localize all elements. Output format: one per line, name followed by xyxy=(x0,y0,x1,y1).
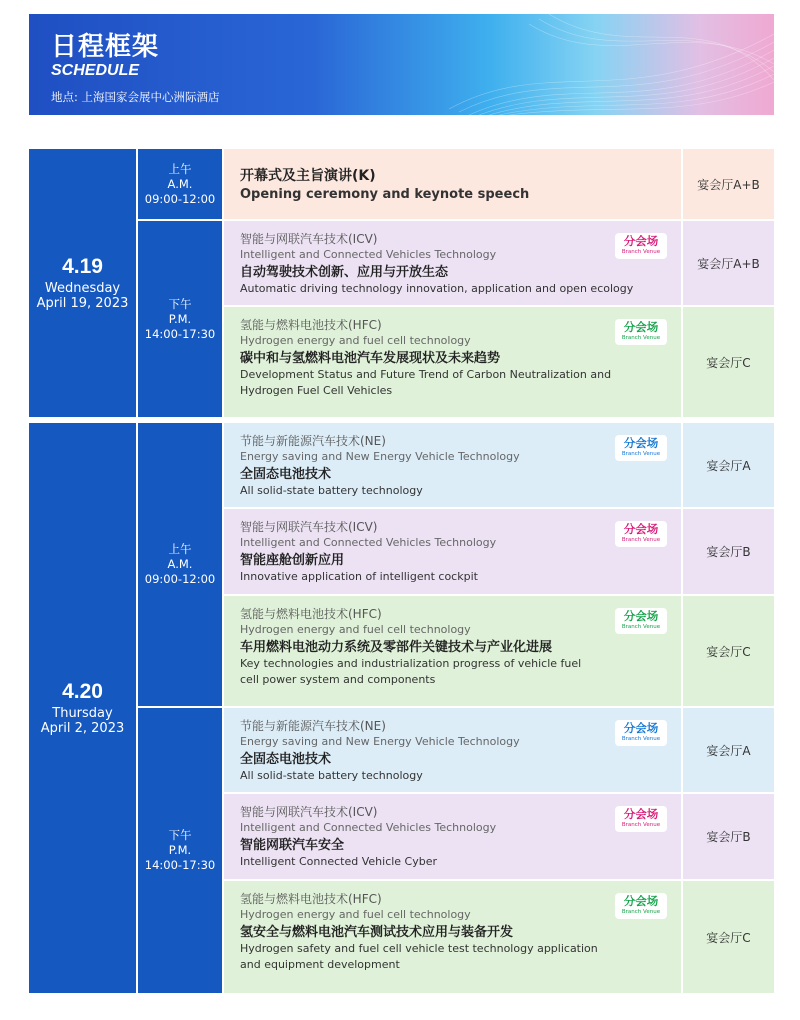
topic-cn: 智能座舱创新应用 xyxy=(240,553,345,568)
slot-cn: 上午 xyxy=(168,542,192,556)
topic-cn: 智能网联汽车安全 xyxy=(240,838,345,853)
track-cn: 氢能与燃料电池技术(HFC) xyxy=(240,892,382,906)
topic-en: Automatic driving technology innovation, application and open ecology xyxy=(240,282,634,295)
room-cell xyxy=(683,794,774,879)
venue-text: 地点: 上海国家会展中心洲际酒店 xyxy=(51,90,220,104)
room-label: 宴会厅A+B xyxy=(697,177,760,192)
track-en: Intelligent and Connected Vehicles Technology xyxy=(240,821,497,834)
date-cell xyxy=(29,149,136,417)
track-cn: 节能与新能源汽车技术(NE) xyxy=(240,719,386,733)
session-icv[interactable] xyxy=(224,794,681,879)
time-slot-pm xyxy=(138,708,222,993)
track-cn: 智能与网联汽车技术(ICV) xyxy=(240,520,378,534)
track-en: Hydrogen energy and fuel cell technology xyxy=(240,334,471,347)
branch-venue-badge: 分会场 Branch Venue xyxy=(615,806,667,832)
slot-en: P.M. xyxy=(168,843,192,857)
room-label: 宴会厅B xyxy=(706,545,751,559)
branch-venue-badge: 分会场 Branch Venue xyxy=(615,233,667,259)
slot-time: 14:00-17:30 xyxy=(144,326,216,341)
date-cell xyxy=(29,423,136,993)
page-title: 日程框架 xyxy=(51,32,160,62)
room-label: 宴会厅A+B xyxy=(697,256,760,271)
track-en: Energy saving and New Energy Vehicle Technology xyxy=(240,735,520,748)
day-block-0420 xyxy=(29,423,774,993)
track-en: Energy saving and New Energy Vehicle Technology xyxy=(240,450,520,463)
slot-time: 09:00-12:00 xyxy=(144,572,216,586)
page-subtitle: SCHEDULE xyxy=(51,62,140,79)
branch-venue-badge: 分会场 Branch Venue xyxy=(615,521,667,547)
room-label: 宴会厅C xyxy=(706,355,751,370)
branch-venue-badge: 分会场 Branch Venue xyxy=(615,319,667,345)
session-ne[interactable] xyxy=(224,708,681,792)
slot-cn: 下午 xyxy=(168,296,192,311)
slot-time: 14:00-17:30 xyxy=(144,858,216,872)
room-cell xyxy=(683,596,774,706)
room-cell xyxy=(683,881,774,993)
weekday: Wednesday xyxy=(44,281,121,296)
time-slot-am xyxy=(138,423,222,706)
topic-cn: 车用燃料电池动力系统及零部件关键技术与产业化进展 xyxy=(240,640,553,655)
topic-en: All solid-state battery technology xyxy=(240,484,423,497)
session-hfc[interactable] xyxy=(224,596,681,706)
date-number: 4.20 xyxy=(62,680,103,703)
room-label: 宴会厅A xyxy=(706,458,751,473)
topic-en-line2: cell power system and components xyxy=(240,673,436,686)
track-en: Intelligent and Connected Vehicles Technology xyxy=(240,536,497,549)
room-cell xyxy=(683,221,774,305)
room-cell xyxy=(683,708,774,792)
slot-en: P.M. xyxy=(168,311,192,326)
time-slot-pm xyxy=(138,221,222,417)
slot-en: A.M. xyxy=(167,557,193,571)
track-cn: 智能与网联汽车技术(ICV) xyxy=(240,232,378,246)
topic-en-line1: Key technologies and industrialization progress of vehicle fuel xyxy=(240,657,582,670)
time-slot-am xyxy=(138,149,222,219)
track-cn: 氢能与燃料电池技术(HFC) xyxy=(240,607,382,621)
track-cn: 智能与网联汽车技术(ICV) xyxy=(240,805,378,819)
room-cell xyxy=(683,307,774,417)
session-hfc[interactable] xyxy=(224,307,681,417)
session-icv[interactable] xyxy=(224,509,681,594)
track-en: Hydrogen energy and fuel cell technology xyxy=(240,623,471,636)
branch-venue-badge: 分会场 Branch Venue xyxy=(615,608,667,634)
topic-en: Innovative application of intelligent cockpit xyxy=(240,570,478,583)
topic-cn: 开幕式及主旨演讲(K) xyxy=(240,168,376,184)
slot-cn: 上午 xyxy=(168,161,192,176)
room-cell xyxy=(683,423,774,507)
branch-venue-badge: 分会场 Branch Venue xyxy=(615,435,667,461)
topic-cn: 全固态电池技术 xyxy=(240,752,332,767)
track-en: Intelligent and Connected Vehicles Technology xyxy=(240,248,497,261)
branch-venue-badge: 分会场 Branch Venue xyxy=(615,720,667,746)
room-cell xyxy=(683,509,774,594)
room-label: 宴会厅C xyxy=(706,644,751,659)
topic-en-line2: and equipment development xyxy=(240,958,400,971)
topic-en-line1: Hydrogen safety and fuel cell vehicle test technology application xyxy=(240,942,598,955)
date-number: 4.19 xyxy=(62,255,103,278)
session-ne[interactable] xyxy=(224,423,681,507)
session-hfc[interactable] xyxy=(224,881,681,993)
full-date: April 19, 2023 xyxy=(36,296,129,311)
room-cell xyxy=(683,149,774,219)
topic-en: Intelligent Connected Vehicle Cyber xyxy=(240,855,438,868)
topic-cn: 全固态电池技术 xyxy=(240,467,332,482)
slot-time: 09:00-12:00 xyxy=(144,191,216,206)
session-icv[interactable] xyxy=(224,221,681,305)
room-label: 宴会厅A xyxy=(706,743,751,758)
day-block-0419 xyxy=(29,149,774,417)
track-en: Hydrogen energy and fuel cell technology xyxy=(240,908,471,921)
slot-en: A.M. xyxy=(167,176,193,191)
topic-en-line2: Hydrogen Fuel Cell Vehicles xyxy=(240,384,393,397)
topic-en: All solid-state battery technology xyxy=(240,769,423,782)
full-date: April 2, 2023 xyxy=(40,721,125,736)
room-label: 宴会厅C xyxy=(706,930,751,945)
topic-en-line1: Development Status and Future Trend of Carbon Neutralization and xyxy=(240,368,612,381)
track-cn: 节能与新能源汽车技术(NE) xyxy=(240,434,386,448)
slot-cn: 下午 xyxy=(168,828,192,842)
topic-cn: 碳中和与氢燃料电池汽车发展现状及未来趋势 xyxy=(240,351,501,366)
topic-cn: 氢安全与燃料电池汽车测试技术应用与装备开发 xyxy=(240,925,514,940)
weekday: Thursday xyxy=(52,706,113,721)
branch-venue-badge: 分会场 Branch Venue xyxy=(615,893,667,919)
session-keynote[interactable] xyxy=(224,149,681,219)
schedule-banner xyxy=(29,14,774,115)
topic-cn: 自动驾驶技术创新、应用与开放生态 xyxy=(240,265,449,280)
track-cn: 氢能与燃料电池技术(HFC) xyxy=(240,318,382,332)
room-label: 宴会厅B xyxy=(706,830,751,844)
topic-en: Opening ceremony and keynote speech xyxy=(240,187,530,202)
